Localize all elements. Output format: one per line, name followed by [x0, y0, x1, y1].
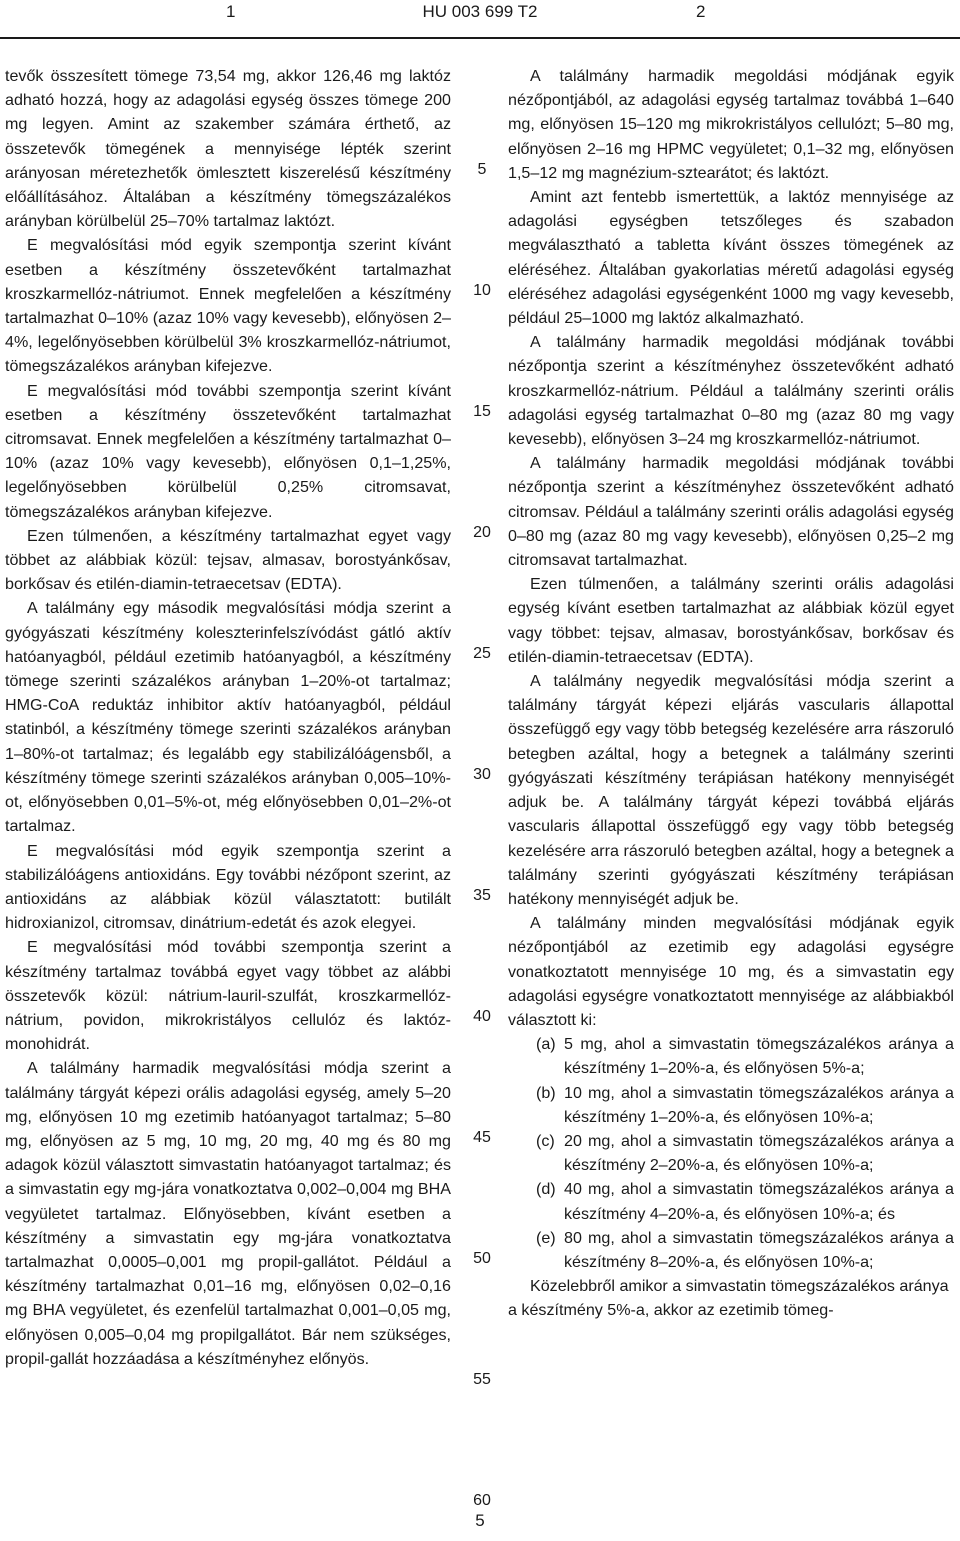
line-number: 40 — [473, 1008, 491, 1025]
paragraph: Amint azt fentebb ismertettük, a laktóz mennyisége az adagolási egységben tetszőleges és szabadon megválasztható a tabletta kívánt összes tömegének az eléréséhez. Általában gyakorlatias méretű adagolási egység eléréséhez adagolási egységenként 1000 mg vagy kevesebb, például 25–1000 mg laktóz alkalmazható. — [508, 188, 954, 328]
list-item-text: 20 mg, ahol a simvastatin tömegszázalékos aránya a készítmény 2–20%-a, és előnyösen 10%-a; — [564, 1131, 954, 1175]
line-number: 55 — [473, 1371, 491, 1388]
list-item — [508, 1129, 954, 1177]
line-number: 60 — [473, 1492, 491, 1509]
list-item-label: (b) — [536, 1083, 556, 1102]
right-column — [508, 64, 954, 1323]
line-number: 35 — [473, 887, 491, 904]
header-right-column-number: 2 — [696, 2, 706, 21]
list-item-label: (a) — [536, 1035, 556, 1054]
paragraph: Közelebbről amikor a simvastatin tömegszázalékos aránya a készítmény 5%-a, akkor az ezetimib tömeg- — [508, 1277, 949, 1320]
list-item-label: (c) — [536, 1131, 555, 1150]
paragraph: A találmány harmadik megvalósítási módja szerint a találmány tárgyát képezi orális adagolási egység, amely 5–20 mg, előnyösen 10 mg ezetimib hatóanyagot tartalmaz; 5–80 mg, előnyösen az 5 mg, 10 mg, 20 mg, 40 mg és 80 mg adagok közül választott simvastatin hatóanyagot tartalmaz; és a simvastatin egy mg-jára vonatkoztatva 0,002–0,004 mg BHA vegyületet tartalmaz. Előnyösebben, kívánt esetben a készítmény a simvastatin egy mg-jára vonatkoztatva tartalmazhat 0,0005–0,001 mg propil-gallátot. Például a készítmény tartalmazhat 0,01–16 mg, előnyösen 0,02–0,16 mg BHA vegyületet, és ezenfelül tartalmazhat 0,001–0,05 mg, előnyösen 0,005–0,04 mg propilgallátot. Bár nem szükséges, propil-gallát hozzáadása a készítményhez előnyös. — [5, 1059, 451, 1368]
line-number: 25 — [473, 645, 491, 662]
line-number: 5 — [477, 161, 487, 178]
paragraph: A találmány egy második megvalósítási módja szerint a gyógyászati készítmény koleszterinfelszívódást gátló aktív hatóanyagból, például ezetimib hatóanyagból, a készítmény tömege szerinti százalékos arányban 1–20%-ot tartalmaz; HMG-CoA reduktáz inhibitor aktív hatóanyagból, például statinból, a készítmény tömege szerinti százalékos arányban 1–80%-ot tartalmaz; és legalább egy stabilizálóágensből, a készítmény tömege szerinti százalékos arányban 0,005–10%-ot, előnyösebben 0,01–5%-ot, még előnyösebben 0,01–2%-ot tartalmaz. — [5, 599, 451, 836]
paragraph: A találmány negyedik megvalósítási módja szerint a találmány tárgyát képezi eljárás vascularis állapottal összefüggő egy vagy több betegség kezelésére arra rászoruló betegben azáltal, hogy a betegnek a találmány szerinti gyógyászati készítmény terápiásan hatékony mennyiségét adjuk be. A találmány tárgyát képezi továbbá eljárás vascularis állapottal összefüggő egy vagy több betegség kezelésére arra rászoruló betegben azáltal, hogy a betegnek a találmány szerinti gyógyászati készítmény terápiásan hatékony mennyiségét adjuk be. — [508, 672, 954, 908]
paragraph: tevők összesített tömege 73,54 mg, akkor 126,46 mg laktóz adható hozzá, hogy az adagolási egység összes tömege 200 mg legyen. Amint az szakember számára érthető, az összetevők tömegének a mennyisége lépték szerint arányosan méretezhetők ömlesztett kiszerelésű készítmény előállításához. Általában a készítmény tömegszázalékos arányban körülbelül 25–70% tartalmaz laktózt. — [5, 67, 451, 231]
list-item-text: 5 mg, ahol a simvastatin tömegszázalékos aránya a készítmény 1–20%-a, és előnyösen 5%-a; — [564, 1035, 954, 1078]
paragraph: A találmány harmadik megoldási módjának további nézőpontja szerint a készítményhez összetevőként adható kroszkarmellóz-nátrium. Például a találmány szerinti orális adagolási egység tartalmazhat 0–80 mg (azaz 80 mg vagy kevesebb), előnyösen 3–24 mg kroszkarmellóz-nátriumot. — [508, 333, 954, 449]
list-item-label: (d) — [536, 1180, 556, 1199]
list-item-label: (e) — [536, 1228, 556, 1247]
paragraph: E megvalósítási mód egyik szempontja szerint a stabilizálóágens antioxidáns. Egy további nézőpont szerint, az antioxidáns az alábbiak közül választatott: butilált hidroxianizol, citromsav, dinátrium-edetát és azok elegyei. — [5, 841, 451, 933]
paragraph: E megvalósítási mód további szempontja szerint kívánt esetben a készítmény összetevőként tartalmazhat citromsavat. Ennek megfelelően a készítmény tartalmazhat 0–10% (azaz 10% vagy kevesebb), előnyösen 0,1–1,25%, legelőnyösebben körülbelül 0,25% citromsavat, tömegszázalékos arányban kifejezve. — [5, 381, 451, 521]
list-item-text: 80 mg, ahol a simvastatin tömegszázalékos aránya a készítmény 8–20%-a, és előnyösen 10%-a; — [564, 1228, 954, 1271]
list-item — [508, 1177, 954, 1225]
paragraph: E megvalósítási mód további szempontja szerint a készítmény tartalmaz továbbá egyet vagy többet az alábbi összetevők közül: nátrium-lauril-szulfát, kroszkarmellóz-nátrium, povidon, mikrokristályos cellulóz és laktóz-monohidrát. — [5, 938, 451, 1054]
line-number: 20 — [473, 524, 491, 541]
header-rule — [0, 37, 960, 39]
paragraph: Ezen túlmenően, a találmány szerinti orális adagolási egység kívánt esetben tartalmazhat az alábbiak közül egyet vagy többet: tejsav, almasav, borostyánkősav, borkősav és etilén-diamin-tetraecetsav (EDTA). — [508, 575, 954, 666]
paragraph: E megvalósítási mód egyik szempontja szerint kívánt esetben a készítmény összetevőként tartalmazhat kroszkarmellóz-nátriumot. Ennek megfelelően a készítmény tartalmazhat 0–10% (azaz 10% vagy kevesebb), előnyösen 2–4%, legelőnyösebben körülbelül 3% kroszkarmellóz-nátriumot, tömegszázalékos arányban kifejezve. — [5, 236, 451, 376]
line-number: 30 — [473, 766, 491, 783]
page-number: 5 — [475, 1511, 485, 1530]
list-item-text: 10 mg, ahol a simvastatin tömegszázalékos aránya a készítmény 1–20%-a, és előnyösen 10%-a; — [564, 1083, 954, 1126]
paragraph: A találmány harmadik megoldási módjának egyik nézőpontjából, az adagolási egység tartalmaz továbbá 1–640 mg, előnyösen 15–120 mg mikrokristályos cellulózt; 5–80 mg, előnyösen 2–16 mg HPMC vegyületet; 0,1–32 mg, előnyösen 1,5–12 mg magnézium-sztearátot; és laktózt. — [508, 67, 954, 182]
paragraph: Ezen túlmenően, a készítmény tartalmazhat egyet vagy többet az alábbiak közül: tejsav, almasav, borostyánkősav, borkősav és etilén-diamin-tetraecetsav (EDTA). — [5, 526, 451, 594]
left-column — [5, 64, 451, 1371]
list-item — [508, 1081, 954, 1129]
line-number: 15 — [473, 403, 491, 420]
paragraph: A találmány harmadik megoldási módjának további nézőpontja szerint a készítményhez összetevőként adható citromsav. Például a találmány szerinti orális adagolási egység 0–80 mg (azaz 80 mg vagy kevesebb), előnyösen 0,25–2 mg citromsavat tartalmazhat. — [508, 454, 954, 570]
list-item — [508, 1032, 954, 1080]
line-number: 50 — [473, 1250, 491, 1267]
header-left-column-number: 1 — [226, 2, 236, 21]
list-item — [508, 1226, 954, 1274]
list-item-text: 40 mg, ahol a simvastatin tömegszázalékos aránya a készítmény 4–20%-a, és előnyösen 10%-a; és — [564, 1180, 954, 1223]
line-number: 45 — [473, 1129, 491, 1146]
line-number: 10 — [473, 282, 491, 299]
header-patent-number: HU 003 699 T2 — [422, 2, 538, 21]
paragraph: A találmány minden megvalósítási módjának egyik nézőpontjából az ezetimib egy adagolási egységre vonatkoztatott mennyisége 10 mg, és a simvastatin egy adagolási egységre vonatkoztatott mennyisége az alábbiakból választott ki: — [508, 914, 954, 1029]
